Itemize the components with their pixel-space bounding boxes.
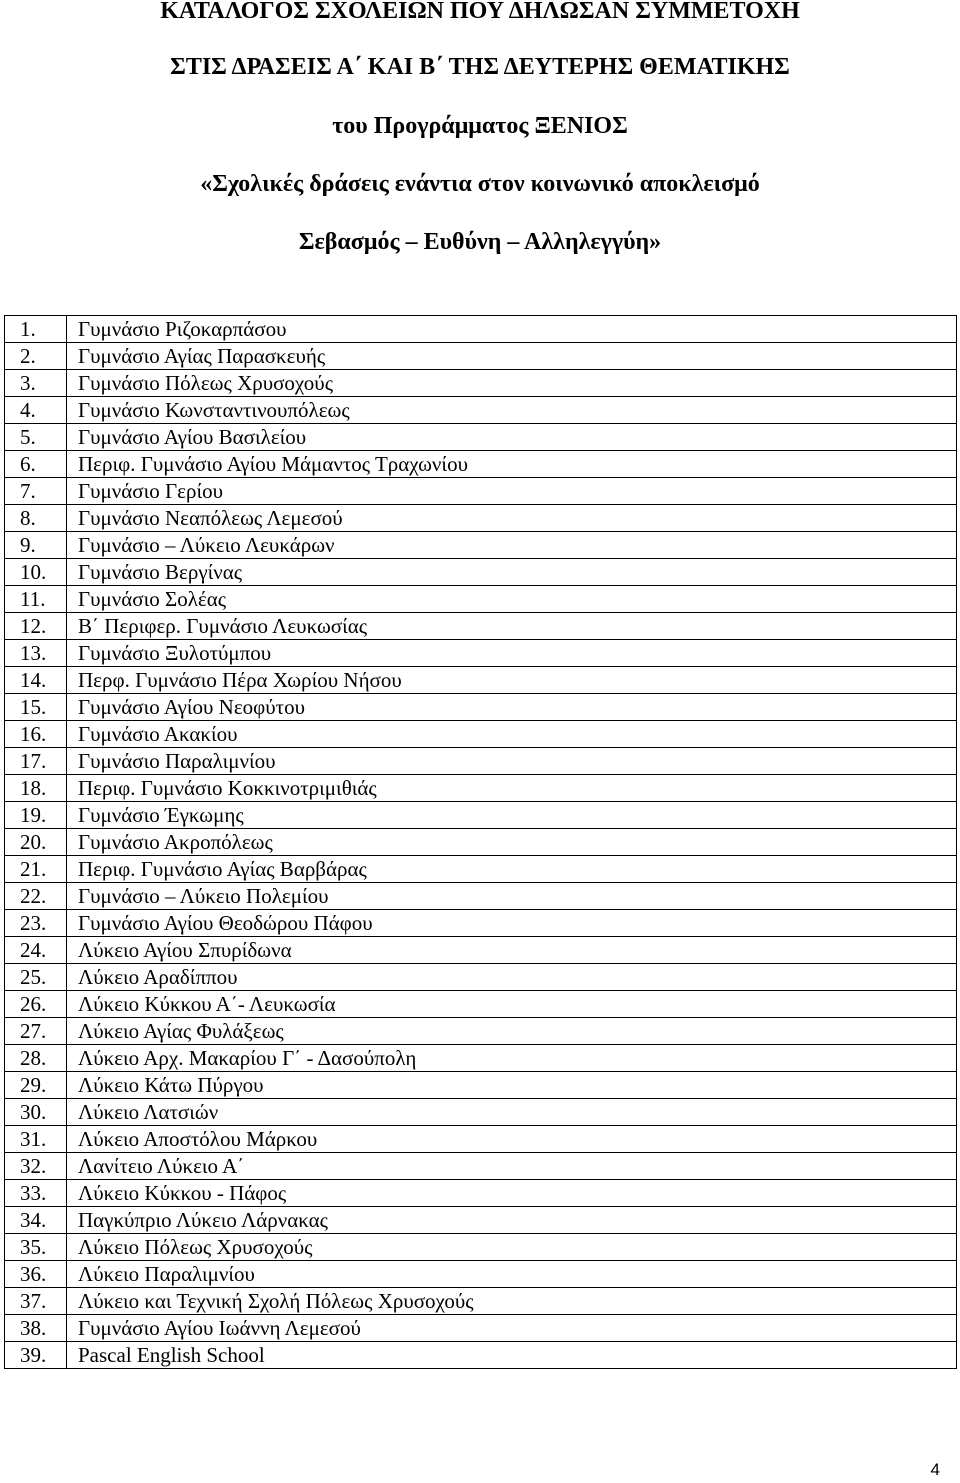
school-number: 28. bbox=[5, 1045, 67, 1072]
school-number: 20. bbox=[5, 829, 67, 856]
table-row bbox=[5, 883, 957, 910]
table-row bbox=[5, 1288, 957, 1315]
table-row bbox=[5, 343, 957, 370]
school-name: Γυμνάσιο Κωνσταντινουπόλεως bbox=[67, 397, 957, 424]
school-number: 4. bbox=[5, 397, 67, 424]
school-number: 17. bbox=[5, 748, 67, 775]
school-name: Γυμνάσιο Αγίας Παρασκευής bbox=[67, 343, 957, 370]
school-number: 36. bbox=[5, 1261, 67, 1288]
table-row bbox=[5, 1153, 957, 1180]
school-number: 7. bbox=[5, 478, 67, 505]
school-number: 27. bbox=[5, 1018, 67, 1045]
school-name: Γυμνάσιο Αγίου Ιωάννη Λεμεσού bbox=[67, 1315, 957, 1342]
school-name: Περιφ. Γυμνάσιο Κοκκινοτριμιθιάς bbox=[67, 775, 957, 802]
school-number: 22. bbox=[5, 883, 67, 910]
school-name: Λύκειο Αρχ. Μακαρίου Γ΄ - Δασούπολη bbox=[67, 1045, 957, 1072]
school-number: 23. bbox=[5, 910, 67, 937]
school-name: Περιφ. Γυμνάσιο Αγίας Βαρβάρας bbox=[67, 856, 957, 883]
school-name: Λύκειο Αραδίππου bbox=[67, 964, 957, 991]
school-name: Περφ. Γυμνάσιο Πέρα Χωρίου Νήσου bbox=[67, 667, 957, 694]
school-number: 6. bbox=[5, 451, 67, 478]
table-row bbox=[5, 802, 957, 829]
school-name: Γυμνάσιο – Λύκειο Πολεμίου bbox=[67, 883, 957, 910]
school-name: Γυμνάσιο – Λύκειο Λευκάρων bbox=[67, 532, 957, 559]
school-number: 15. bbox=[5, 694, 67, 721]
school-number: 35. bbox=[5, 1234, 67, 1261]
table-row bbox=[5, 667, 957, 694]
school-name: Λύκειο Κύκκου Α΄- Λευκωσία bbox=[67, 991, 957, 1018]
school-name: Β΄ Περιφερ. Γυμνάσιο Λευκωσίας bbox=[67, 613, 957, 640]
school-name: Γυμνάσιο Παραλιμνίου bbox=[67, 748, 957, 775]
school-name: Λύκειο Αποστόλου Μάρκου bbox=[67, 1126, 957, 1153]
school-number: 5. bbox=[5, 424, 67, 451]
school-name: Pascal English School bbox=[67, 1342, 957, 1369]
school-name: Περιφ. Γυμνάσιο Αγίου Μάμαντος Τραχωνίου bbox=[67, 451, 957, 478]
school-name: Λύκειο Κάτω Πύργου bbox=[67, 1072, 957, 1099]
title-line-2: ΣΤΙΣ ΔΡΑΣΕΙΣ Α΄ ΚΑΙ Β΄ ΤΗΣ ΔΕΥΤΕΡΗΣ ΘΕΜΑΤΙΚΗΣ bbox=[170, 54, 790, 80]
school-name: Λύκειο Αγίου Σπυρίδωνα bbox=[67, 937, 957, 964]
table-row bbox=[5, 964, 957, 991]
school-number: 13. bbox=[5, 640, 67, 667]
school-name: Γυμνάσιο Γερίου bbox=[67, 478, 957, 505]
title-line-3: του Προγράμματος ΞΕΝΙΟΣ bbox=[332, 113, 628, 139]
school-number: 9. bbox=[5, 532, 67, 559]
school-number: 39. bbox=[5, 1342, 67, 1369]
title-line-5: Σεβασμός – Ευθύνη – Αλληλεγγύη» bbox=[298, 229, 662, 255]
table-row bbox=[5, 640, 957, 667]
table-row bbox=[5, 478, 957, 505]
table-row bbox=[5, 1234, 957, 1261]
schools-table-body bbox=[5, 316, 957, 1369]
table-row bbox=[5, 856, 957, 883]
school-number: 3. bbox=[5, 370, 67, 397]
school-number: 24. bbox=[5, 937, 67, 964]
school-name: Γυμνάσιο Νεαπόλεως Λεμεσού bbox=[67, 505, 957, 532]
school-number: 25. bbox=[5, 964, 67, 991]
table-row bbox=[5, 370, 957, 397]
school-number: 30. bbox=[5, 1099, 67, 1126]
school-name: Λύκειο Λατσιών bbox=[67, 1099, 957, 1126]
school-number: 19. bbox=[5, 802, 67, 829]
school-name: Παγκύπριο Λύκειο Λάρνακας bbox=[67, 1207, 957, 1234]
table-row bbox=[5, 559, 957, 586]
school-number: 33. bbox=[5, 1180, 67, 1207]
school-name: Λύκειο Αγίας Φυλάξεως bbox=[67, 1018, 957, 1045]
school-number: 38. bbox=[5, 1315, 67, 1342]
school-name: Λύκειο Πόλεως Χρυσοχούς bbox=[67, 1234, 957, 1261]
title-line-1: ΚΑΤΑΛΟΓΟΣ ΣΧΟΛΕΙΩΝ ΠΟΥ ΔΗΛΩΣΑΝ ΣΥΜΜΕΤΟΧΗ bbox=[160, 0, 800, 24]
table-row bbox=[5, 505, 957, 532]
table-row bbox=[5, 694, 957, 721]
school-number: 29. bbox=[5, 1072, 67, 1099]
school-number: 26. bbox=[5, 991, 67, 1018]
school-number: 34. bbox=[5, 1207, 67, 1234]
school-name: Λύκειο Κύκκου - Πάφος bbox=[67, 1180, 957, 1207]
school-number: 32. bbox=[5, 1153, 67, 1180]
table-row bbox=[5, 424, 957, 451]
school-name: Γυμνάσιο Αγίου Θεοδώρου Πάφου bbox=[67, 910, 957, 937]
school-number: 14. bbox=[5, 667, 67, 694]
school-name: Λύκειο Παραλιμνίου bbox=[67, 1261, 957, 1288]
school-number: 31. bbox=[5, 1126, 67, 1153]
schools-table bbox=[4, 315, 957, 1369]
table-row bbox=[5, 1207, 957, 1234]
school-number: 12. bbox=[5, 613, 67, 640]
table-row bbox=[5, 613, 957, 640]
school-name: Γυμνάσιο Αγίου Βασιλείου bbox=[67, 424, 957, 451]
school-name: Γυμνάσιο Ακακίου bbox=[67, 721, 957, 748]
table-row bbox=[5, 1180, 957, 1207]
table-row bbox=[5, 1018, 957, 1045]
table-row bbox=[5, 397, 957, 424]
title-line-4: «Σχολικές δράσεις ενάντια στον κοινωνικό αποκλεισμό bbox=[200, 171, 760, 197]
table-row bbox=[5, 1261, 957, 1288]
school-number: 8. bbox=[5, 505, 67, 532]
table-row bbox=[5, 586, 957, 613]
table-row bbox=[5, 316, 957, 343]
table-row bbox=[5, 748, 957, 775]
table-row bbox=[5, 1099, 957, 1126]
table-row bbox=[5, 937, 957, 964]
table-row bbox=[5, 1045, 957, 1072]
school-number: 2. bbox=[5, 343, 67, 370]
school-name: Γυμνάσιο Έγκωμης bbox=[67, 802, 957, 829]
table-row bbox=[5, 1072, 957, 1099]
table-row bbox=[5, 1342, 957, 1369]
school-name: Γυμνάσιο Ριζοκαρπάσου bbox=[67, 316, 957, 343]
school-number: 18. bbox=[5, 775, 67, 802]
table-row bbox=[5, 1126, 957, 1153]
table-row bbox=[5, 991, 957, 1018]
school-number: 1. bbox=[5, 316, 67, 343]
table-row bbox=[5, 910, 957, 937]
school-name: Γυμνάσιο Ξυλοτύμπου bbox=[67, 640, 957, 667]
table-row bbox=[5, 532, 957, 559]
table-row bbox=[5, 829, 957, 856]
school-name: Γυμνάσιο Ακροπόλεως bbox=[67, 829, 957, 856]
school-name: Λύκειο και Τεχνική Σχολή Πόλεως Χρυσοχούς bbox=[67, 1288, 957, 1315]
school-name: Γυμνάσιο Βεργίνας bbox=[67, 559, 957, 586]
school-name: Γυμνάσιο Πόλεως Χρυσοχούς bbox=[67, 370, 957, 397]
table-row bbox=[5, 775, 957, 802]
table-row bbox=[5, 1315, 957, 1342]
school-name: Λανίτειο Λύκειο Α΄ bbox=[67, 1153, 957, 1180]
school-number: 37. bbox=[5, 1288, 67, 1315]
school-name: Γυμνάσιο Σολέας bbox=[67, 586, 957, 613]
school-name: Γυμνάσιο Αγίου Νεοφύτου bbox=[67, 694, 957, 721]
table-row bbox=[5, 721, 957, 748]
school-number: 21. bbox=[5, 856, 67, 883]
page-number: 4 bbox=[930, 1460, 940, 1479]
table-row bbox=[5, 451, 957, 478]
school-number: 11. bbox=[5, 586, 67, 613]
school-number: 16. bbox=[5, 721, 67, 748]
school-number: 10. bbox=[5, 559, 67, 586]
